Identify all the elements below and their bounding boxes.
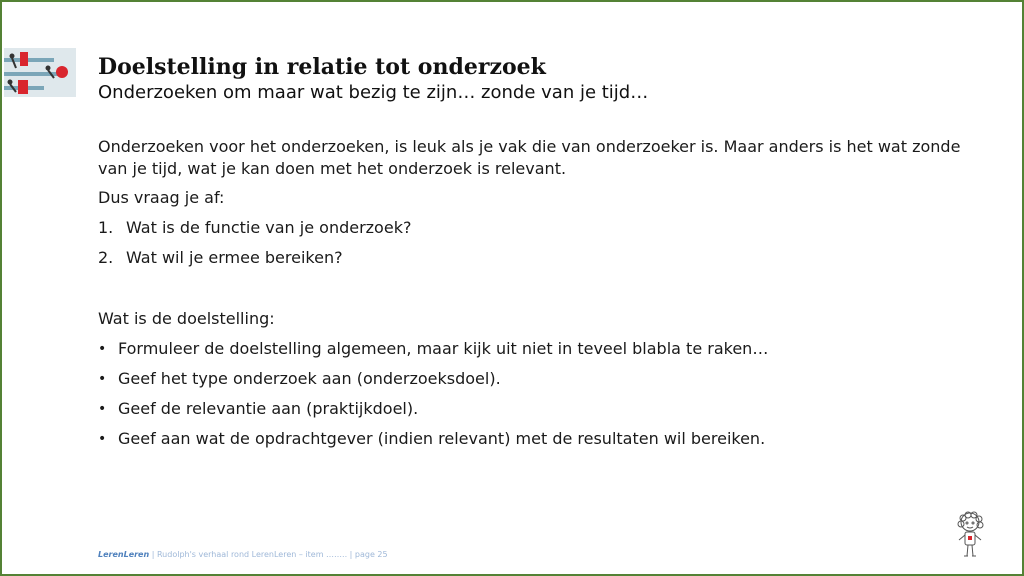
slide-footer <box>98 550 388 560</box>
questions-lead: Dus vraag je af: <box>98 188 225 207</box>
list-item <box>98 368 978 390</box>
list-item <box>98 428 978 450</box>
list-number: 1. <box>98 218 114 237</box>
list-item-text: Wat is de functie van je onderzoek? <box>126 218 412 237</box>
list-item <box>98 247 978 269</box>
list-item-text: Formuleer de doelstelling algemeen, maar kijk uit niet in teveel blabla te raken… <box>118 339 769 358</box>
curly-hair-character-icon <box>952 510 988 560</box>
slide-title: Doelstelling in relatie tot onderzoek <box>98 54 546 80</box>
list-item-text: Wat wil je ermee bereiken? <box>126 248 343 267</box>
list-item <box>98 338 978 360</box>
footer-text: | Rudolph's verhaal rond LerenLeren – item …….. | page 25 <box>151 550 388 559</box>
bullet-icon: • <box>98 431 107 447</box>
list-item <box>98 398 978 420</box>
bullet-icon: • <box>98 401 107 417</box>
list-number: 2. <box>98 248 114 267</box>
slide-body <box>98 136 978 458</box>
people-climbing-logo <box>4 48 76 97</box>
goal-bullet-list <box>98 338 978 450</box>
intro-paragraph: Onderzoeken voor het onderzoeken, is leuk als je vak die van onderzoeker is. Maar anders is het wat zonde van je tijd, wat je kan doen met het onderzoek is relevant. <box>98 137 961 178</box>
list-item-text: Geef het type onderzoek aan (onderzoeksdoel). <box>118 369 501 388</box>
question-list <box>98 217 978 269</box>
footer-brand: LerenLeren <box>98 550 150 559</box>
list-item-text: Geef de relevantie aan (praktijkdoel). <box>118 399 419 418</box>
list-item <box>98 217 978 239</box>
slide-subtitle: Onderzoeken om maar wat bezig te zijn… zonde van je tijd… <box>98 82 649 103</box>
bullet-icon: • <box>98 341 107 357</box>
bullet-icon: • <box>98 371 107 387</box>
list-item-text: Geef aan wat de opdrachtgever (indien relevant) met de resultaten wil bereiken. <box>118 429 766 448</box>
goal-lead: Wat is de doelstelling: <box>98 309 275 328</box>
